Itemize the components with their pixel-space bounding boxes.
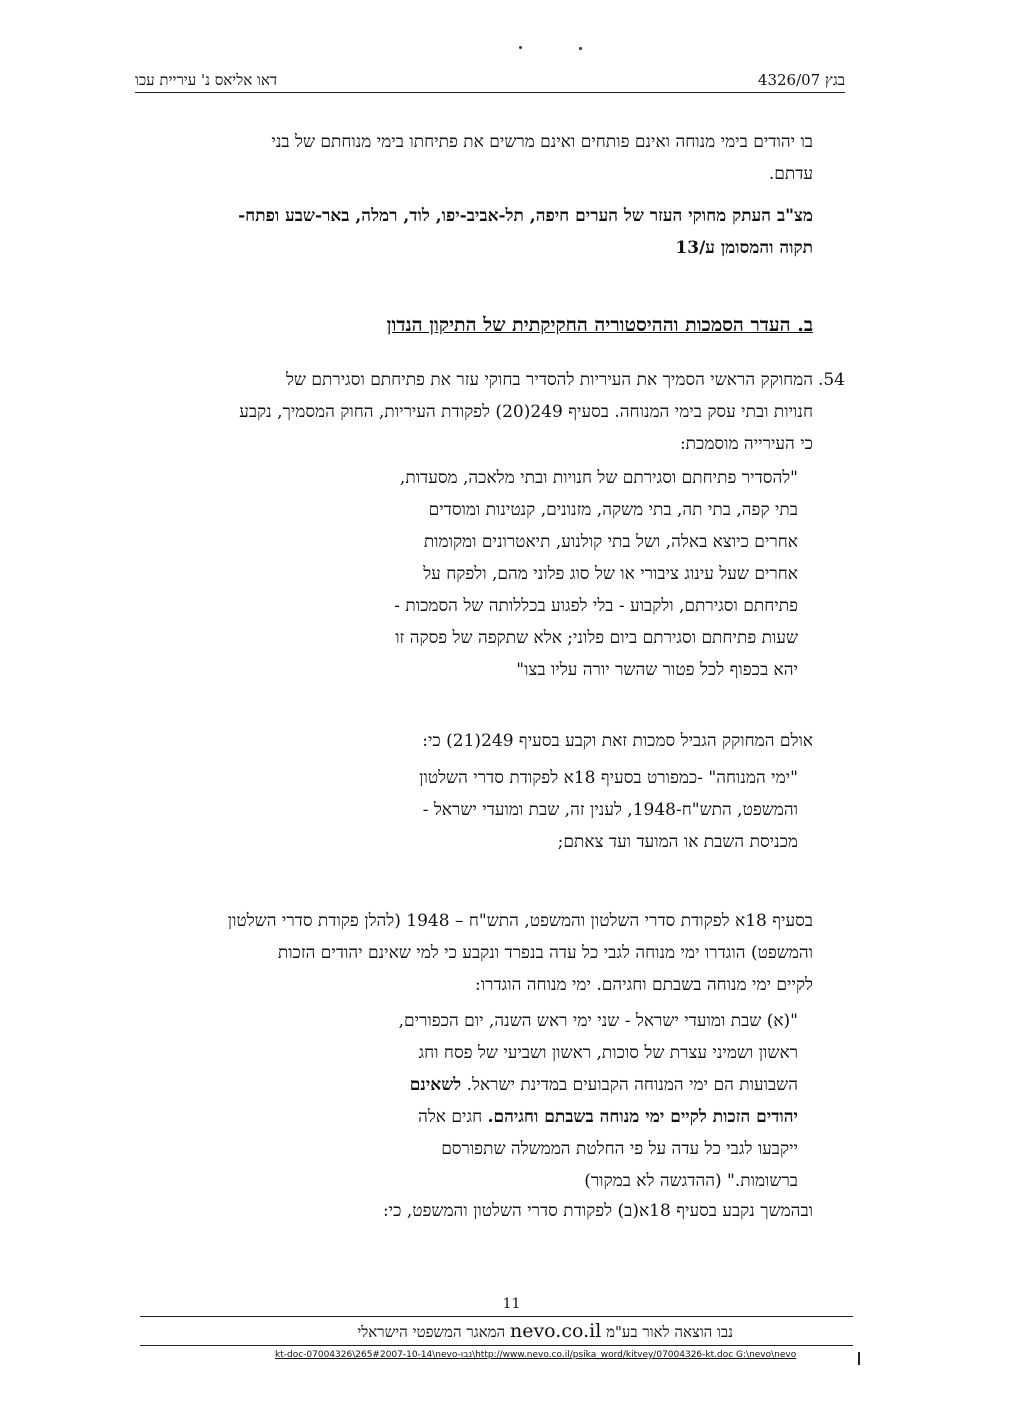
- quote-text: השבועות הם ימי המנוחה הקבועים במדינת ישראל.: [466, 1075, 798, 1095]
- text-cursor: [858, 1352, 860, 1365]
- intro-paragraph: [135, 126, 813, 190]
- quote-text: חגים אלה: [418, 1107, 483, 1127]
- publisher-prefix: נבו הוצאה לאור בע"מ: [606, 1323, 733, 1341]
- quote-line: אחרים כיוצא באלה, ושל בתי קולנוע, תיאטרונים ומקומות: [423, 532, 798, 552]
- quote-line: [225, 1069, 798, 1101]
- text-line: חנויות ובתי עסק בימי המנוחה. בסעיף 249(20) לפקודת העיריות, החוק המסמיך, נקבע: [239, 402, 813, 422]
- quote-line: יהא בכפוף לכל פטור שהשר יורה עליו בצו": [516, 660, 798, 680]
- quote-line: ייקבעו לגבי כל עדה על פי החלטת הממשלה שתפורסם: [441, 1139, 798, 1159]
- continuation-paragraph: [135, 1195, 813, 1227]
- emphasized-text: יהודים הזכות לקיים ימי מנוחה בשבתם וחגיהם.: [487, 1107, 798, 1127]
- text-line: לקיים ימי מנוחה בשבתם וחגיהם. ימי מנוחה הוגדרו:: [475, 975, 813, 995]
- quote-line: מכניסת השבת או המועד ועד צאתם;: [557, 832, 798, 852]
- text-line: בו יהודים בימי מנוחה ואינם פותחים ואינם מרשים את פתיחתו בימי מנוחתם של בני: [271, 132, 813, 152]
- quote-line: ברשומות." (ההדגשה לא במקור): [584, 1171, 798, 1191]
- footer-rule-2: [140, 1345, 853, 1346]
- quote-line: פתיחתם וסגירתם, ולקבוע - בלי לפגוע בכללותה של הסמכות -: [394, 596, 798, 616]
- quote-line: "להסדיר פתיחתם וסגירתם של חנויות ובתי מלאכה, מסעדות,: [399, 468, 798, 488]
- header-rule: [135, 92, 845, 93]
- paragraph-number: 54.: [817, 370, 845, 390]
- nevo-brand[interactable]: nevo.co.il: [509, 1320, 602, 1342]
- quote-section-18a: [225, 1005, 798, 1197]
- scan-speck: [579, 47, 582, 50]
- section-18a-paragraph: [135, 905, 813, 1001]
- emphasized-text: לשאינם: [409, 1075, 462, 1095]
- case-number: בגץ 4326/07: [757, 71, 845, 89]
- limitation-paragraph: [135, 725, 813, 757]
- attachment-note: [135, 200, 813, 264]
- footer-rule: [140, 1316, 853, 1317]
- paragraph-54: [135, 364, 845, 460]
- case-title: דאו אליאס נ' עיריית עכו: [135, 71, 278, 89]
- quote-line: שעות פתיחתם וסגירתם ביום פלוני; אלא שתקפה של פסקה זו: [395, 628, 798, 648]
- quote-section-249-21: [225, 762, 798, 858]
- page-number: 11: [502, 1296, 521, 1312]
- quote-line: והמשפט, התש"ח-1948, לענין זה, שבת ומועדי ישראל -: [422, 800, 798, 820]
- section-heading: ב. העדר הסמכות וההיסטוריה החקיקתית של התיקון הנדון: [386, 314, 813, 336]
- quote-line: [225, 1101, 798, 1133]
- quote-line: "(א) שבת ומועדי ישראל - שני ימי ראש השנה, יום הכפורים,: [398, 1011, 798, 1031]
- text-line: מצ"ב העתק מחוקי העזר של הערים חיפה, תל-אביב-יפו, לוד, רמלה, באר-שבע ופתח-: [238, 206, 813, 226]
- text-line: ובהמשך נקבע בסעיף 18א(ב) לפקודת סדרי השלטון והמשפט, כי:: [382, 1201, 813, 1221]
- scan-speck: [519, 46, 522, 49]
- publisher-line: [357, 1320, 733, 1342]
- text-line: תקוה והמסומן ע/13: [675, 238, 813, 258]
- quote-line: "ימי המנוחה" -כמפורט בסעיף 18א לפקודת סדרי השלטון: [419, 768, 798, 788]
- text-line: כי העירייה מוסמכת:: [679, 434, 813, 454]
- text-line: המחוקק הראשי הסמיך את העיריות להסדיר בחוקי עזר את פתיחתם וסגירתם של: [285, 370, 813, 390]
- quote-line: בתי קפה, בתי תה, בתי משקה, מזנונים, קנטינות ומוסדים: [428, 500, 798, 520]
- document-path-link[interactable]: kt-doc-07004326\265#2007-10-14\nevo-נבו\http://www.nevo.co.il/psika_word/kitvey/07004326-kt.doc G:\nevo\nevo: [275, 1350, 797, 1360]
- quote-section-249-20: [225, 462, 798, 686]
- text-line: עדתם.: [768, 164, 813, 184]
- text-line: בסעיף 18א לפקודת סדרי השלטון והמשפט, התש"ח – 1948 (להלן פקודת סדרי השלטון: [227, 911, 813, 931]
- quote-line: ראשון ושמיני עצרת של סוכות, ראשון ושביעי של פסח וחג: [418, 1043, 798, 1063]
- text-line: אולם המחוקק הגביל סמכות זאת וקבע בסעיף 249(21) כי:: [422, 731, 813, 751]
- quote-line: אחרים שעל עינוג ציבורי או של סוג פלוני מהם, ולפקח על: [423, 564, 798, 584]
- publisher-suffix: המאגר המשפטי הישראלי: [357, 1323, 506, 1341]
- text-line: והמשפט) הוגדרו ימי מנוחה לגבי כל עדה בנפרד ונקבע כי למי שאינם יהודים הזכות: [277, 943, 813, 963]
